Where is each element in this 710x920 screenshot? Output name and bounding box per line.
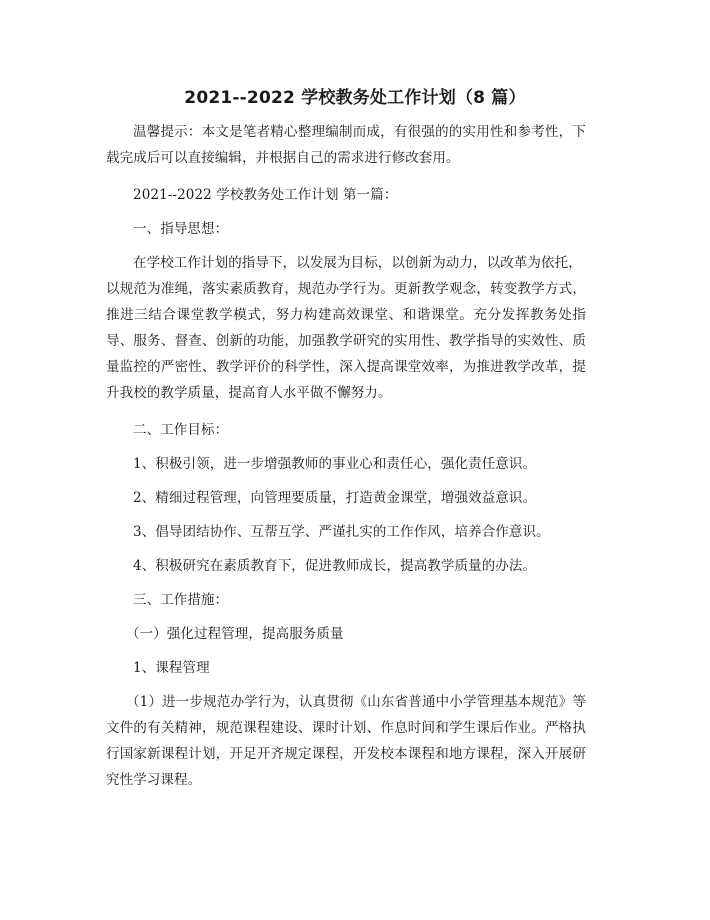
goal-item: 1、积极引领，进一步增强教师的事业心和责任心，强化责任意识。 [133,456,537,472]
section-heading-work-goals: 二、工作目标： [133,422,229,438]
document-title: 2021--2022 学校教务处工作计划（8 篇） [184,88,526,108]
goal-item: 2、精细过程管理，向管理要质量，打造黄金课堂，增强效益意识。 [133,490,537,506]
chapter-heading: 2021--2022 学校教务处工作计划 第一篇： [133,187,398,203]
item-heading-course-management: 1、课程管理 [133,660,210,676]
section-heading-work-measures: 三、工作措施： [133,592,229,608]
guiding-ideology-first-line: 在学校工作计划的指导下，以发展为目标，以创新为动力，以改革为依托， [133,255,582,271]
section-heading-guiding-ideology: 一、指导思想： [133,221,229,237]
course-management-paragraph: （1）进一步规范办学行为，认真贯彻《山东省普通中小学管理基本规范》等文件的有关精神，规范课程建设、课时计划、作息时间和学生课后作业。严格执行国家新课程计划，开足开齐规定课程，开发校本课程和地方课程，深入开展研究性学习课程。 [106,694,586,788]
subsection-heading: （一）强化过程管理，提高服务质量 [126,626,344,642]
guiding-ideology-paragraph: 以规范为准绳，落实素质教育，规范办学行为。更新教学观念，转变教学方式，推进三结合课堂教学模式，努力构建高效课堂、和谐课堂。充分发挥教务处指导、服务、督查、创新的功能，加强教学研究的实用性、教学指导的实效性、质量监控的严密性、教学评价的科学性，深入提高课堂效率，为推进教学改革，提升我校的教学质量，提高育人水平做不懈努力。 [106,281,586,401]
tip-paragraph: 温馨提示：本文是笔者精心整理编制而成，有很强的的实用性和参考性，下载完成后可以直接编辑，并根据自己的需求进行修改套用。 [106,124,586,166]
goal-item: 3、倡导团结协作、互帮互学、严谨扎实的工作作风，培养合作意识。 [133,524,550,540]
document-body [106,119,586,798]
goal-item: 4、积极研究在素质教育下，促进教师成长，提高教学质量的办法。 [133,558,537,574]
